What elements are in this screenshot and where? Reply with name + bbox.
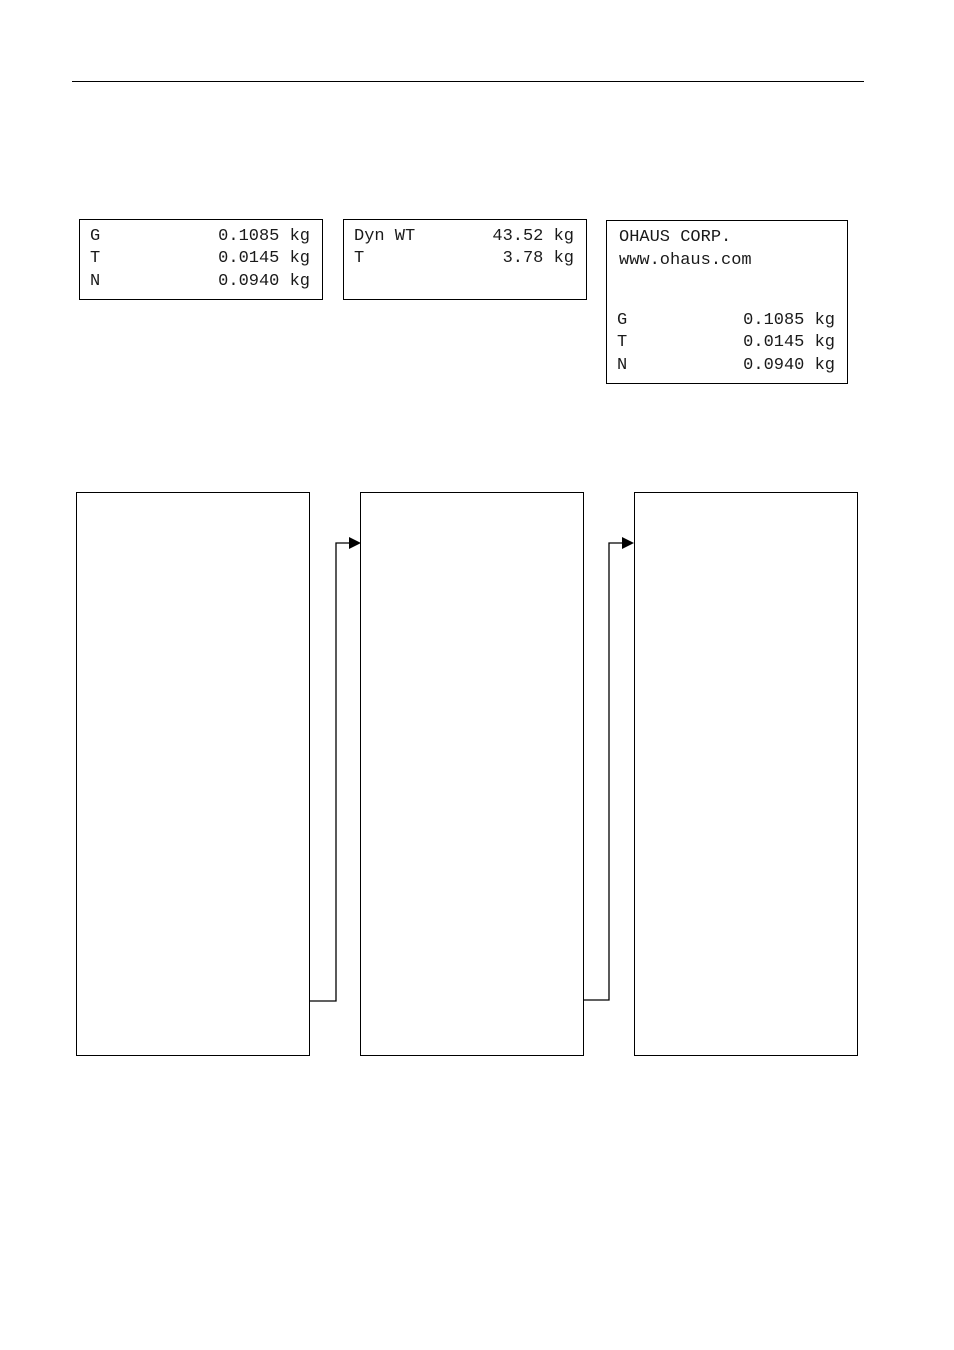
row-value: 0.0940 kg xyxy=(218,272,310,291)
row-value: 0.0145 kg xyxy=(743,333,835,352)
row-value: 43.52 kg xyxy=(492,227,574,246)
row-value: 0.0145 kg xyxy=(218,249,310,268)
row-label: T xyxy=(617,333,628,352)
header-company: OHAUS CORP. xyxy=(619,228,732,247)
row-label: N xyxy=(90,272,101,291)
row-label: T xyxy=(90,249,101,268)
arrowhead-1 xyxy=(349,537,361,549)
row-label: N xyxy=(617,356,628,375)
row-label: G xyxy=(90,227,101,246)
row-label: Dyn WT xyxy=(354,227,416,246)
row-value: 0.0940 kg xyxy=(743,356,835,375)
row-value: 0.1085 kg xyxy=(743,311,835,330)
row-label: T xyxy=(354,249,365,268)
connector-1-to-2 xyxy=(310,543,349,1001)
row-value: 0.1085 kg xyxy=(218,227,310,246)
arrowhead-2 xyxy=(622,537,634,549)
header-website: www.ohaus.com xyxy=(619,251,752,270)
row-label: G xyxy=(617,311,628,330)
row-value: 3.78 kg xyxy=(502,249,574,268)
connector-2-to-3 xyxy=(584,543,622,1000)
